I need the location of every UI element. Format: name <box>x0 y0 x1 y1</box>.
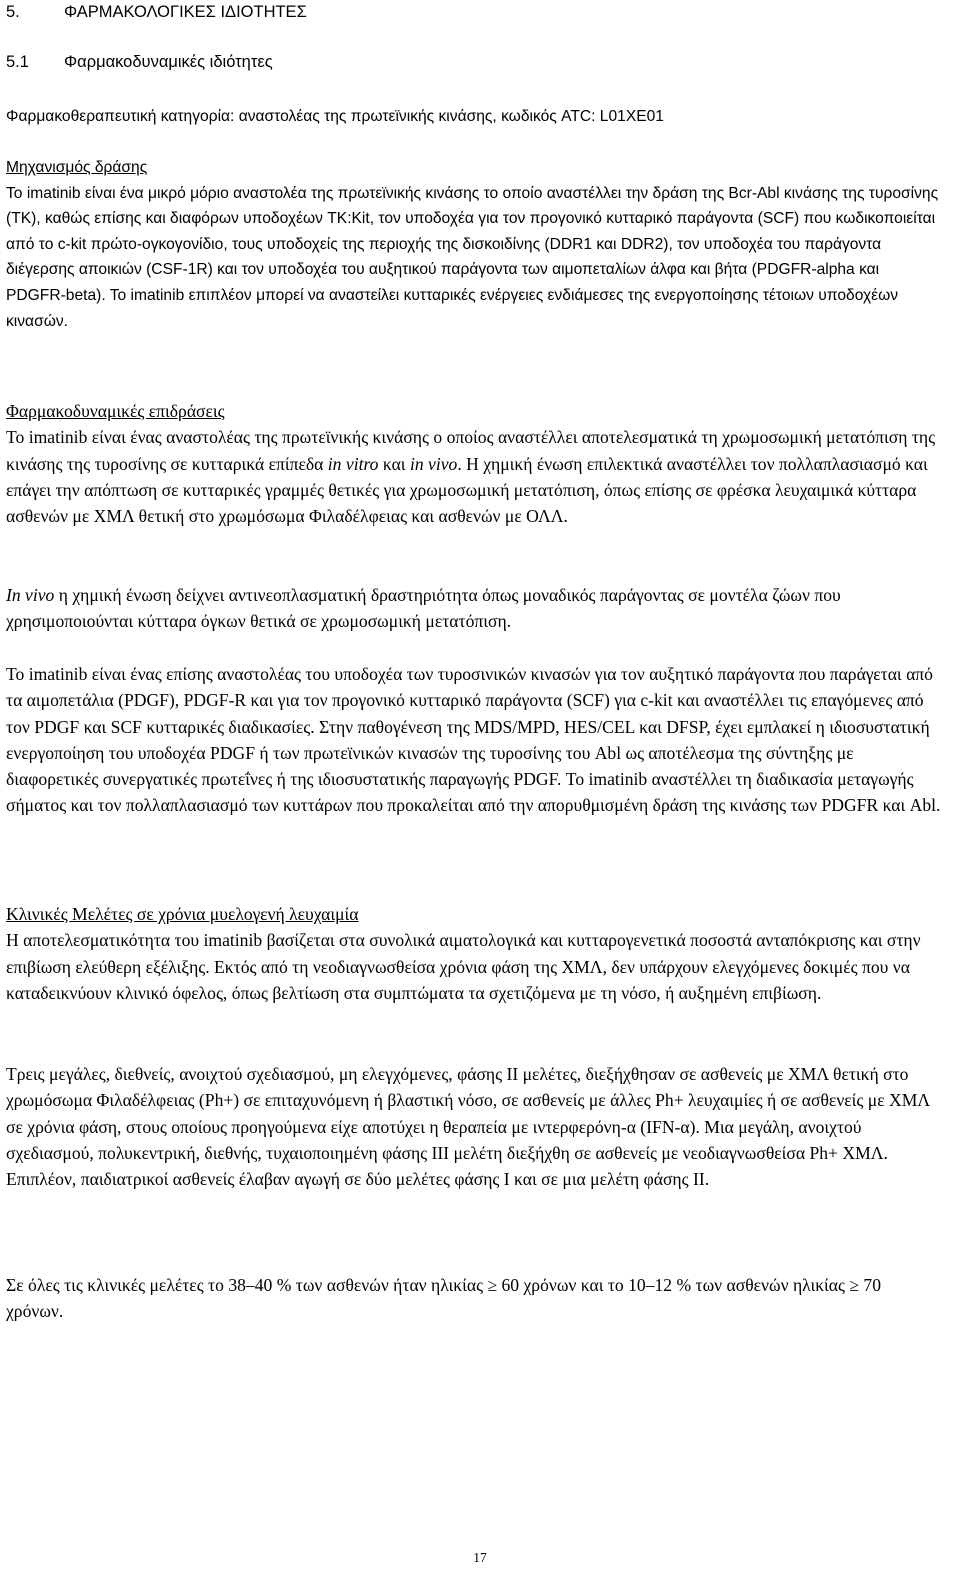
clinical-paragraph-1: Η αποτελεσματικότητα του imatinib βασίζεται στα συνολικά αιματολογικά και κυτταρογενετικά ποσοστά ανταπόκρισης και στην επιβίωση ελεύθερη εξέλιξης. Εκτός από τη νεοδιαγνωσθείσα χρόνια φάση της ΧΜΛ, δεν υπάρχουν ελεγχόμενες δοκιμές που να καταδεικνύουν κλινικό όφελος, όπως βελτίωση στα συμπτώματα τα σχετιζόμενα με τη νόσο, ή αυξημένη επιβίωση. <box>6 930 921 1003</box>
page-number: 17 <box>473 1550 487 1565</box>
effects-paragraph-2: In vivo η χημική ένωση δείχνει αντινεοπλασματική δραστηριότητα όπως μοναδικός παράγοντας σε μοντέλα ζώων που χρησιμοποιούνται κύτταρα όγκων θετικά σε χρωμοσωμική μετατόπιση. <box>6 585 841 632</box>
clinical-section <box>6 901 942 1006</box>
section-title: ΦΑΡΜΑΚΟΛΟΓΙΚΕΣ ΙΔΙΟΤΗΤΕΣ <box>64 3 307 21</box>
section-heading <box>6 0 942 24</box>
mechanism-title: Μηχανισμός δράσης <box>6 159 148 176</box>
clinical-paragraph-4: Σε όλες τις κλινικές μελέτες το 38–40 % των ασθενών ήταν ηλικίας ≥ 60 χρόνων και το 10–12 % των ασθενών ηλικίας ≥ 70 χρόνων. <box>6 1275 882 1322</box>
mechanism-section <box>6 155 942 334</box>
clinical-paragraph-3: Επιπλέον, παιδιατρικοί ασθενείς έλαβαν αγωγή σε δύο μελέτες φάσης I και σε μια μελέτη φάσης II. <box>6 1169 710 1190</box>
therapeutic-category: Φαρμακοθεραπευτική κατηγορία: αναστολέας της πρωτεϊνικής κινάσης, κωδικός ATC: L01XE01 <box>6 108 664 125</box>
clinical-paragraph-2: Τρεις μεγάλες, διεθνείς, ανοιχτού σχεδιασμού, μη ελεγχόμενες, φάσης II μελέτες, διεξήχθησαν σε ασθενείς με ΧΜΛ θετική στο χρωμόσωμα Φιλαδέλφειας (Ph+) σε επιταχυνόμενη ή βλαστική νόσο, σε ασθενείς με άλλες Ph+ λευχαιμίες ή σε ασθενείς με ΧΜΛ σε χρόνια φάση, στους οποίους προηγούμενα είχε αποτύχει η θεραπεία με ιντερφερόνη-α (IFN-α). Μια μεγάλη, ανοιχτού σχεδιασμού, πολυκεντρική, διεθνής, τυχαιοποιημένη φάσης III μελέτη διεξήχθη σε ασθενείς με νεοδιαγνωσθείσα Ph+ ΧΜΛ. Επιπλέον, παιδιατρικοί ασθενείς έλαβαν αγωγή σε δύο μελέτες φάσης I και σε μια μελέτη φάσης II. <box>6 1061 942 1192</box>
clinical-title: Κλινικές Μελέτες σε χρόνια μυελογενή λευχαιμία <box>6 904 359 924</box>
effects-paragraph-1: Το imatinib είναι ένας αναστολέας της πρωτεϊνικής κινάσης ο οποίος αναστέλλει αποτελεσματικά τη χρωμοσωμική μετατόπιση της κινάσης της τυροσίνης σε κυτταρικά επίπεδα in vitro και in vivo. Η χημική ένωση επιλεκτικά αναστέλλει τον πολλαπλασιασμό και επάγει την απόπτωση σε κυτταρικές γραμμές θετικές για χρωμοσωμική μετατόπιση, όπως επίσης σε φρέσκα λευχαιμικά κύτταρα ασθενών με ΧΜΛ θετική στο χρωμόσωμα Φιλαδέλφειας και ασθενών με ΟΛΛ. <box>6 427 936 527</box>
effects-paragraph-3: Το imatinib είναι ένας επίσης αναστολέας του υποδοχέα των τυροσινικών κινασών για τον αυξητικό παράγοντα που παράγεται από τα αιμοπετάλια (PDGF), PDGF-R και για τον προγονικό κυτταρικό παράγοντα (SCF) για c-kit και αναστέλλει τις επαγόμενες από τον PDGF και SCF κυτταρικές διαδικασίες. Στην παθογένεση της MDS/MPD, HES/CEL και DFSP, έχει εμπλακεί η ιδιοσυστατική ενεργοποίηση του υποδοχέα PDGF ή των πρωτεϊνικών κινασών της τυροσίνης του Abl ως αποτέλεσμα της σύντηξης με διαφορετικές συνεργατικές πρωτεΐνες ή της ιδιοσυστατικής παραγωγής PDGF. Το imatinib αναστέλλει τη διαδικασία μεταγωγής σήματος και τον πολλαπλασιασμό των κυττάρων που προκαλείται από την απορυθμισμένη δράση της κινάσης των PDGFR και Abl. <box>6 664 941 816</box>
effects-section <box>6 398 942 529</box>
subsection-title: Φαρμακοδυναμικές ιδιότητες <box>64 53 273 71</box>
effects-title: Φαρμακοδυναμικές επιδράσεις <box>6 401 225 421</box>
section-number: 5. <box>6 3 20 21</box>
subsection-heading <box>6 50 942 74</box>
mechanism-text: Το imatinib είναι ένα μικρό μόριο αναστολέα της πρωτεϊνικής κινάσης το οποίο αναστέλλει την δράση της Bcr-Abl κινάσης της τυροσίνης (TK), καθώς επίσης και διαφόρων υποδοχέων TK:Kit, τον υποδοχέα για τον προγονικό κυτταρικό παράγοντα (SCF) που κωδικοποιείται από το c-kit πρώτο-ογκογονίδιο, τους υποδοχείς της περιοχής της δισκοιδίνης (DDR1 και DDR2), τον υποδοχέα του παράγοντα διέγερσης αποικιών (CSF-1R) και τον υποδοχέα του αυξητικού παράγοντα των αιμοπεταλίων άλφα και βήτα (PDGFR-alpha και PDGFR-beta). Το imatinib επιπλέον μπορεί να αναστείλει κυτταρικές ενέργειες ενδιάμεσες της ενεργοποίησης τέτοιων υποδοχέων κινασών. <box>6 184 939 330</box>
subsection-number: 5.1 <box>6 53 29 71</box>
